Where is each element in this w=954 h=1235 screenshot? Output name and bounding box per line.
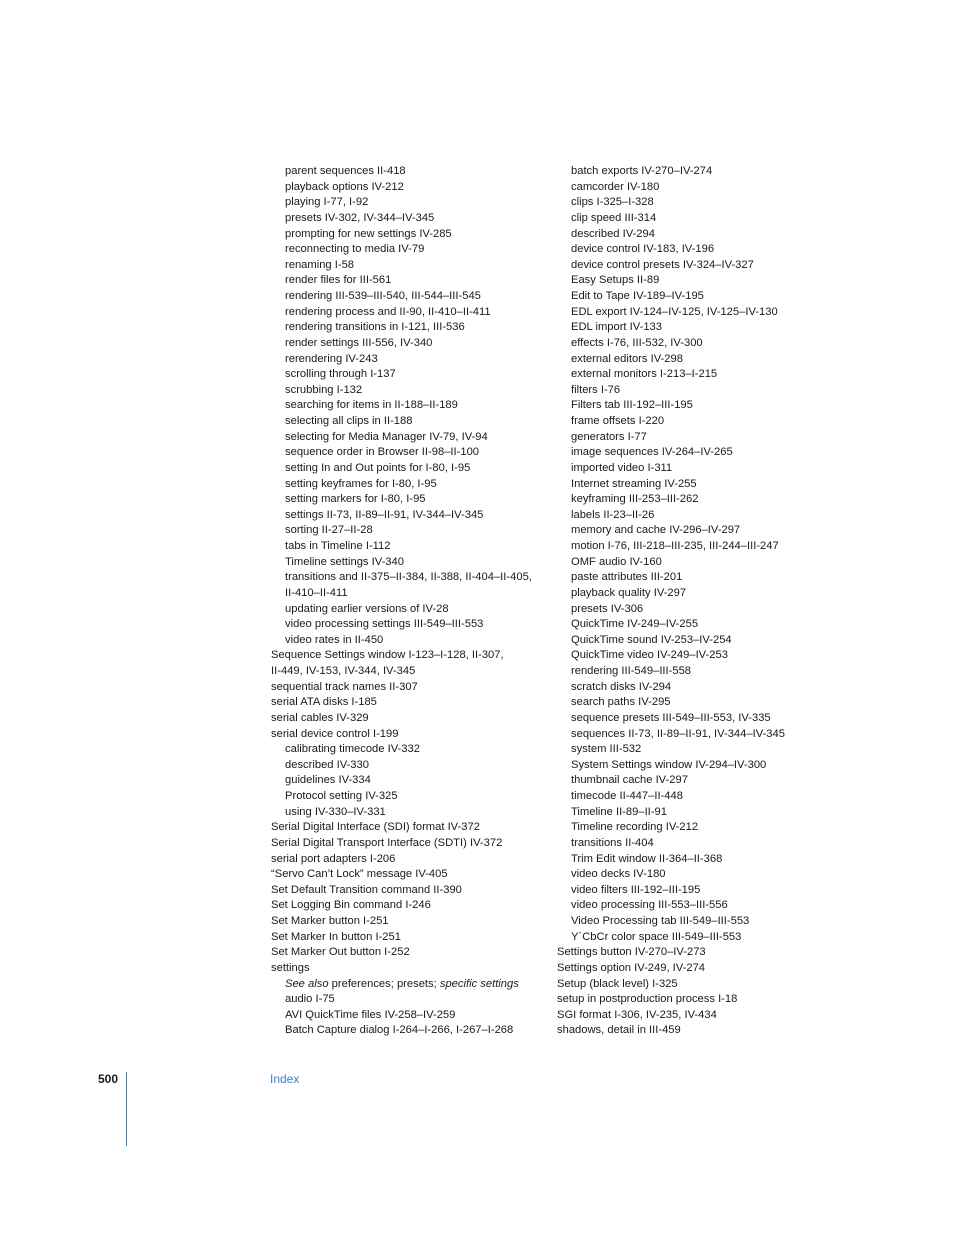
index-entry: Sequence Settings window I-123–I-128, II-307, <box>271 649 504 662</box>
index-subentry: search paths IV-295 <box>571 696 671 709</box>
index-subentry: memory and cache IV-296–IV-297 <box>571 524 741 537</box>
index-entry: SGI format I-306, IV-235, IV-434 <box>557 1008 717 1021</box>
index-subentry: described IV-294 <box>571 227 655 240</box>
index-subentry: QuickTime sound IV-253–IV-254 <box>571 633 732 646</box>
index-subentry: parent sequences II-418 <box>285 165 406 177</box>
index-subentry: scrubbing I-132 <box>285 383 363 396</box>
index-subentry: filters I-76 <box>571 383 621 396</box>
index-subentry: sequence order in Browser II-98–II-100 <box>285 446 480 459</box>
index-subentry: presets IV-302, IV-344–IV-345 <box>285 211 435 224</box>
index-subentry: playback quality IV-297 <box>571 586 687 599</box>
index-subentry: playing I-77, I-92 <box>285 196 369 209</box>
index-subentry: video decks IV-180 <box>571 868 666 881</box>
index-column-right <box>557 164 797 1039</box>
index-subentry: searching for items in II-188–II-189 <box>285 399 458 412</box>
index-subentry: setting keyframes for I-80, I-95 <box>285 477 437 490</box>
index-entry: sequential track names II-307 <box>271 680 418 693</box>
index-subentry: video rates in II-450 <box>285 633 384 646</box>
index-entry: Set Marker Out button I-252 <box>271 946 410 959</box>
index-subentry: selecting all clips in II-188 <box>285 415 413 427</box>
index-subentry: QuickTime video IV-249–IV-253 <box>571 649 728 662</box>
index-subentry: generators I-77 <box>571 430 647 443</box>
index-subentry: transitions II-404 <box>571 836 654 849</box>
index-subentry: selecting for Media Manager IV-79, IV-94 <box>285 430 488 443</box>
index-subentry: clips I-325–I-328 <box>571 196 654 209</box>
see-also-label: See also <box>285 977 329 990</box>
index-subentry: System Settings window IV-294–IV-300 <box>571 758 767 771</box>
index-subentry: rendering III-539–III-540, III-544–III-545 <box>285 290 481 302</box>
index-subentry: image sequences IV-264–IV-265 <box>571 446 733 459</box>
index-entry: settings <box>271 961 310 974</box>
index-subentry: Trim Edit window II-364–II-368 <box>571 852 723 865</box>
index-subentry: tabs in Timeline I-112 <box>285 540 391 552</box>
index-column-left <box>271 164 551 1039</box>
index-subentry: Timeline settings IV-340 <box>285 555 404 568</box>
index-subentry: Internet streaming IV-255 <box>571 477 697 490</box>
index-subentry: playback options IV-212 <box>285 180 404 193</box>
index-subentry: frame offsets I-220 <box>571 415 665 427</box>
index-subentry: calibrating timecode IV-332 <box>285 743 420 756</box>
index-subentry: renaming I-58 <box>285 258 355 271</box>
index-entry: serial ATA disks I-185 <box>271 696 377 709</box>
index-subentry: camcorder IV-180 <box>571 180 660 193</box>
index-entry: serial cables IV-329 <box>271 711 369 724</box>
page-number: 500 <box>98 1072 119 1086</box>
index-subentry: presets IV-306 <box>571 602 644 615</box>
index-entry: serial port adapters I-206 <box>271 852 396 865</box>
index-subentry: batch exports IV-270–IV-274 <box>571 165 713 177</box>
index-subentry: thumbnail cache IV-297 <box>571 774 688 787</box>
see-also-target: specific settings <box>439 977 519 990</box>
index-subentry: Filters tab III-192–III-195 <box>571 399 693 412</box>
see-also-refs: preferences; presets; <box>328 977 440 990</box>
index-entry: Set Marker In button I-251 <box>271 930 401 943</box>
index-subentry: paste attributes III-201 <box>571 571 683 584</box>
index-subentry: reconnecting to media IV-79 <box>285 243 425 256</box>
index-subentry: device control presets IV-324–IV-327 <box>571 258 754 271</box>
index-subentry: timecode II-447–II-448 <box>571 790 683 802</box>
index-entry: Setup (black level) I-325 <box>557 977 678 990</box>
index-entry: Serial Digital Transport Interface (SDTI) IV-372 <box>271 836 503 849</box>
index-subentry: effects I-76, III-532, IV-300 <box>571 336 703 349</box>
index-subentry: render files for III-561 <box>285 274 392 287</box>
index-subentry: Batch Capture dialog I-264–I-266, I-267–I-268 <box>285 1024 514 1037</box>
index-subentry: scratch disks IV-294 <box>571 680 672 693</box>
index-subentry: system III-532 <box>571 743 642 756</box>
index-subentry: motion I-76, III-218–III-235, III-244–III-247 <box>571 540 779 552</box>
index-entry: Settings button IV-270–IV-273 <box>557 946 706 959</box>
index-subentry: sorting II-27–II-28 <box>285 524 373 537</box>
index-entry: Serial Digital Interface (SDI) format IV-372 <box>271 821 480 834</box>
index-subentry: rendering process and II-90, II-410–II-411 <box>285 305 491 318</box>
index-subentry: Timeline II-89–II-91 <box>571 805 667 818</box>
index-subentry: rendering transitions in I-121, III-536 <box>285 321 465 334</box>
index-entry: shadows, detail in III-459 <box>557 1024 681 1037</box>
index-subentry: EDL import IV-133 <box>571 321 662 334</box>
index-entry: Set Default Transition command II-390 <box>271 883 462 896</box>
index-subentry: Edit to Tape IV-189–IV-195 <box>571 290 704 302</box>
index-subentry: labels II-23–II-26 <box>571 508 655 521</box>
index-subentry: sequences II-73, II-89–II-91, IV-344–IV-345 <box>571 727 785 740</box>
index-subentry: video processing III-553–III-556 <box>571 899 728 912</box>
index-entry: setup in postproduction process I-18 <box>557 993 738 1006</box>
index-subentry: video filters III-192–III-195 <box>571 883 701 896</box>
index-subentry: rerendering IV-243 <box>285 352 378 365</box>
index-subentry: AVI QuickTime files IV-258–IV-259 <box>285 1008 456 1021</box>
index-subentry: setting In and Out points for I-80, I-95 <box>285 461 471 474</box>
index-subentry: video processing settings III-549–III-553 <box>285 618 484 631</box>
index-subentry: II-410–II-411 <box>285 586 348 599</box>
index-subentry: Easy Setups II-89 <box>571 274 660 287</box>
index-entry: serial device control I-199 <box>271 727 399 740</box>
index-subentry: imported video I-311 <box>571 461 673 474</box>
index-subentry: transitions and II-375–II-384, II-388, II-404–II-405, <box>285 571 532 584</box>
index-subentry: scrolling through I-137 <box>285 368 396 381</box>
index-subentry: Y´CbCr color space III-549–III-553 <box>571 930 742 943</box>
index-subentry: setting markers for I-80, I-95 <box>285 493 426 506</box>
page-divider <box>126 1072 127 1146</box>
index-subentry: Protocol setting IV-325 <box>285 790 398 802</box>
index-subentry: guidelines IV-334 <box>285 774 371 787</box>
index-subentry: EDL export IV-124–IV-125, IV-125–IV-130 <box>571 305 778 318</box>
index-subentry: external editors IV-298 <box>571 352 683 365</box>
index-subentry: using IV-330–IV-331 <box>285 805 386 818</box>
index-subentry: external monitors I-213–I-215 <box>571 368 718 381</box>
index-subentry: Timeline recording IV-212 <box>571 821 699 834</box>
index-entry: Set Marker button I-251 <box>271 915 389 927</box>
index-subentry <box>271 977 551 993</box>
footer-section-label: Index <box>270 1072 300 1086</box>
index-subentry: settings II-73, II-89–II-91, IV-344–IV-345 <box>285 508 484 521</box>
index-subentry: Video Processing tab III-549–III-553 <box>571 915 750 927</box>
index-entry: Set Logging Bin command I-246 <box>271 899 431 912</box>
index-entry: Settings option IV-249, IV-274 <box>557 961 706 974</box>
index-entry: “Servo Can’t Lock” message IV-405 <box>271 868 448 881</box>
index-subentry: audio I-75 <box>285 993 335 1006</box>
index-subentry: OMF audio IV-160 <box>571 555 662 568</box>
index-entry: II-449, IV-153, IV-344, IV-345 <box>271 665 416 677</box>
index-subentry: updating earlier versions of IV-28 <box>285 602 449 615</box>
index-subentry: QuickTime IV-249–IV-255 <box>571 618 699 631</box>
index-subentry: rendering III-549–III-558 <box>571 665 692 677</box>
index-subentry: device control IV-183, IV-196 <box>571 243 715 256</box>
index-subentry: render settings III-556, IV-340 <box>285 336 433 349</box>
index-subentry: clip speed III-314 <box>571 211 657 224</box>
index-subentry: keyframing III-253–III-262 <box>571 493 699 506</box>
index-subentry: described IV-330 <box>285 758 369 771</box>
index-subentry: sequence presets III-549–III-553, IV-335 <box>571 711 771 724</box>
index-subentry: prompting for new settings IV-285 <box>285 227 452 240</box>
